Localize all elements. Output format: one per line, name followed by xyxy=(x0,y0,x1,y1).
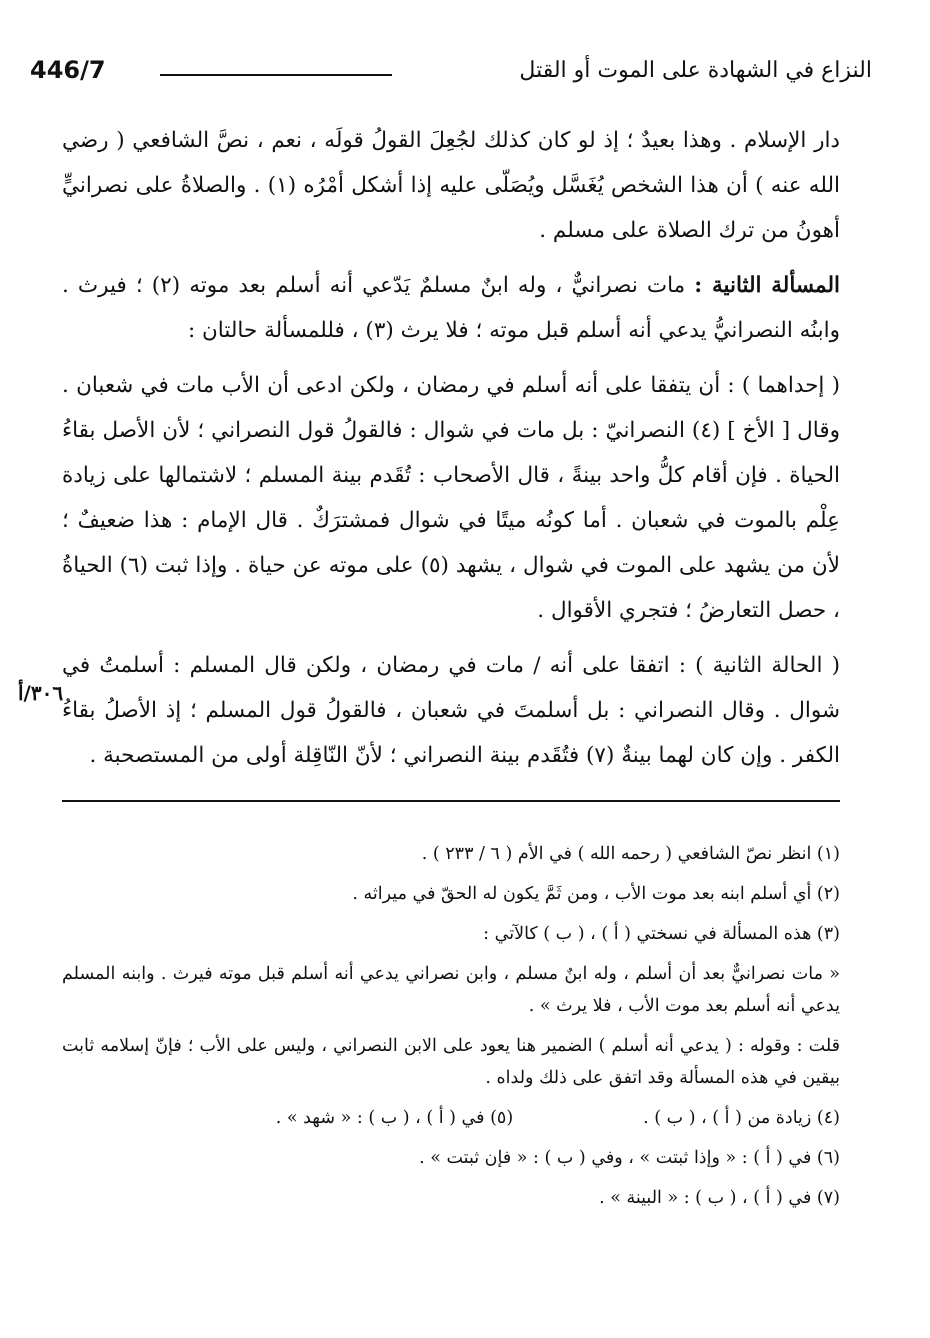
paragraph-4: ( الحالة الثانية ) : اتفقا على أنه / مات في رمضان ، ولكن قال المسلم : أسلمتُ في شوال . وقال النصراني : بل أسلمتَ في شعبان ، فالقولُ قول المسلم ؛ إذ الأصلُ بقاءُ الكفر . وإن كان لهما بينةٌ (٧) فتُقَدم بينة النصراني ؛ لأنّ النّاقِلة أولى من المستصحبة . xyxy=(62,653,840,768)
paragraph-1: دار الإسلام . وهذا بعيدٌ ؛ إذ لو كان كذلك لجُعِلَ القولُ قولَه ، نعم ، نصَّ الشافعي ( رضي الله عنه ) أن هذا الشخص يُغَسَّل ويُصَلّى عليه إذا أشكل أمْرُه (١) . والصلاةُ على نصرانيٍّ أهونُ من ترك الصلاة على مسلم . xyxy=(62,128,840,243)
footnote-2: (٢) أي أسلم ابنه بعد موت الأب ، ومن ثَمَّ يكون له الحقّ في ميراثه . xyxy=(352,884,840,904)
header-rule xyxy=(160,74,392,76)
paragraph-3: ( إحداهما ) : أن يتفقا على أنه أسلم في رمضان ، ولكن ادعى أن الأب مات في شعبان . وقال [ الأخ ] (٤) النصرانيّ : بل مات في شوال : فالقولُ قول النصراني ؛ لأن الأصل بقاءُ الحياة . فإن أقام كلُّ واحد بينةً ، قال الأصحاب : تُقَدم بينة المسلم ؛ لاشتمالها على زيادة عِلْم بالموت في شعبان . أما كونُه ميتًا في شوال فمشترَكٌ . قال الإمام : هذا ضعيفٌ ؛ لأن من يشهد على الموت في شوال ، يشهد (٥) على موته عن حياة . وإذا ثبت (٦) الحياةُ ، حصل التعارضُ ؛ فتجري الأقوال . xyxy=(62,373,840,623)
footnote-5: (٥) في ( أ ) ، ( ب ) : « شهد » . xyxy=(275,1108,514,1128)
footnotes xyxy=(62,838,840,1222)
section-heading: المسألة الثانية : xyxy=(694,273,840,298)
paragraph-2-text: مات نصرانيٌّ ، وله ابنٌ مسلمٌ يَدّعي أنه أسلم بعد موته (٢) ؛ فيرث . وابنُه النصرانيُّ يدعي أنه أسلم قبل موته ؛ فلا يرث (٣) ، فللمسألة حالتان : xyxy=(62,273,840,343)
footnote-4: (٤) زيادة من ( أ ) ، ( ب ) . xyxy=(643,1108,840,1128)
footnote-3-comment: قلت : وقوله : ( يدعي أنه أسلم ) الضمير هنا يعود على الابن النصراني ، وليس على الأب ؛ فإنّ إسلامه ثابت بيقين في هذه المسألة وقد اتفق على ذلك ولداه . xyxy=(62,1036,840,1088)
main-text xyxy=(62,118,840,778)
running-title: النزاع في الشهادة على الموت أو القتل xyxy=(519,58,872,83)
footnote-1: (١) انظر نصّ الشافعي ( رحمه الله ) في الأم ( ٦ / ٢٣٣ ) . xyxy=(421,844,840,864)
paragraph-2 xyxy=(62,263,840,353)
page-number: 446/7 xyxy=(30,56,106,84)
page-header xyxy=(30,52,872,92)
footnote-7: (٧) في ( أ ) ، ( ب ) : « البينة » . xyxy=(599,1188,840,1208)
footnote-3: (٣) هذه المسألة في نسختي ( أ ) ، ( ب ) كالآتي : xyxy=(483,924,840,944)
folio-margin-note: ٣٠٦/أ xyxy=(18,681,64,705)
footnote-row-4-5 xyxy=(62,1102,840,1134)
footnote-3-quote: « مات نصرانيٌّ بعد أن أسلم ، وله ابنٌ مسلم ، وابن نصراني يدعي أنه أسلم قبل موته فيرث . وابنه المسلم يدعي أنه أسلم بعد موت الأب ، فلا يرث » . xyxy=(62,964,840,1016)
footnote-6: (٦) في ( أ ) : « وإذا ثبتت » ، وفي ( ب ) : « فإن ثبتت » . xyxy=(419,1148,840,1168)
footnote-separator xyxy=(62,800,840,802)
